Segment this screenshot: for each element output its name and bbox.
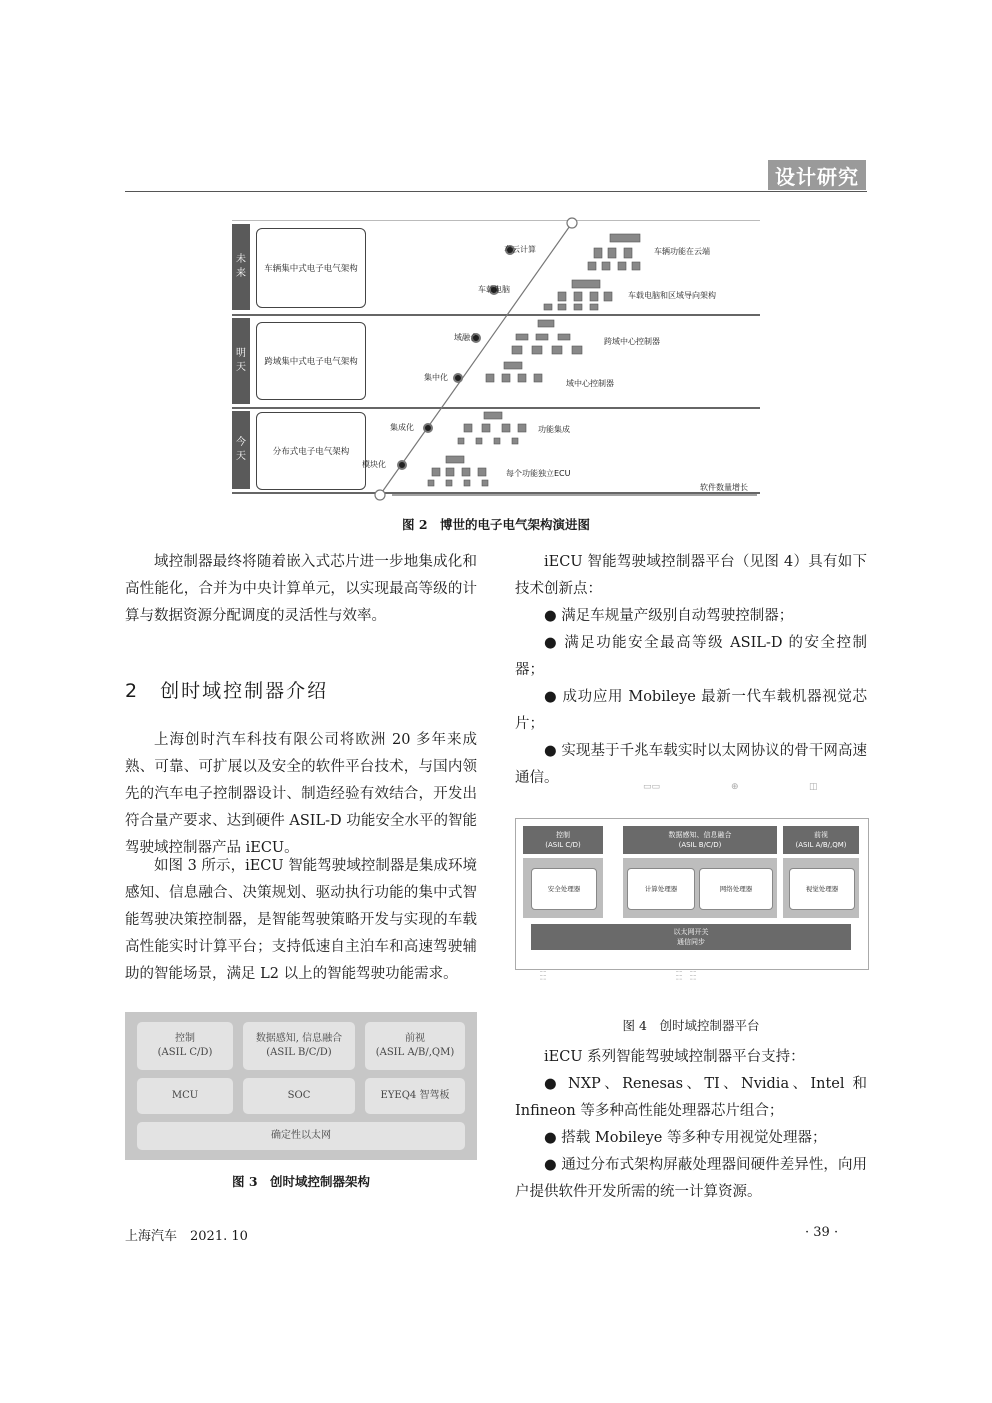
fig4-top-label: ▭▭ [643,782,661,792]
fig2-box-cross-domain: 跨域集中式电子电气架构 [256,322,366,400]
figure-3 [125,1012,477,1160]
bullet-item: ● 满足功能安全最高等级 ASIL-D 的安全控制器； [515,635,867,678]
fig2-desc-function-integration: 功能集成 [538,425,570,434]
figure-2-caption: 图 2 博世的电子电气架构演进图 [401,517,591,532]
fig2-step-integration: 集成化 [390,423,414,432]
bullet-item: ● NXP、Renesas、TI、Nvidia、Intel 和 Infineon 等多种高性能处理器芯片组合； [515,1076,867,1119]
fig3-block-eyeq4: EYEQ4 智驾板 [365,1078,465,1114]
figure-2 [232,212,760,502]
fig4-io-label: ╎╎╎ [539,970,546,981]
fig2-step-modular: 模块化 [362,460,386,469]
fig4-chip-compute: 计算处理器 [627,868,695,910]
fig3-block-front-view: 前视 (ASIL A/B/,QM) [365,1022,465,1070]
section-heading: 2 创时域控制器介绍 [125,680,329,702]
right-column-bottom: iECU 系列智能驾驶域控制器平台支持： ● NXP、Renesas、TI、Nvidia、Intel 和 Infineon 等多种高性能处理器芯片组合； ● 搭载 Mobileye 等多种专用视觉处理器； ● 通过分布式架构屏蔽处理器间硬件差异性，向用户提供软件开发所需的统一计算资源。 [515,1044,867,1206]
fig3-block-mcu: MCU [137,1078,233,1114]
figure-3-caption: 图 3 创时域控制器架构 [231,1174,371,1189]
fig4-chip-safety: 安全处理器 [531,868,597,910]
fig2-desc-cross-domain: 跨域中心控制器 [604,337,660,346]
figure-4-caption: 图 4 创时域控制器平台 [622,1018,760,1033]
header-rule [125,191,867,192]
fig2-band-label-tomorrow: 明 天 [232,318,250,404]
left-para-1: 域控制器最终将随着嵌入式芯片进一步地集成化和高性能化，合并为中央计算单元，以实现最高等级的计算与数据资源分配调度的灵活性与效率。 [125,554,477,624]
fig2-step-cloud: 车云计算 [504,245,536,254]
bullet-item: ● 满足车规量产级别自动驾驶控制器； [544,608,794,624]
fig4-chip-network: 网络处理器 [699,868,773,910]
left-para-3: 如图 3 所示，iECU 智能驾驶域控制器是集成环境感知、信息融合、决策规划、驱动执行功能的集中式智能驾驶决策控制器，是智能驾驶策略开发与实现的车载高性能实时计算平台；支持低速自主泊车和高速驾驶辅助的智能场景，满足 L2 以上的智能驾驶功能需求。 [125,858,477,982]
fig4-io-label: ╎╎╎ [689,970,696,981]
fig3-block-ethernet: 确定性以太网 [137,1122,465,1150]
fig3-block-soc: SOC [243,1078,355,1114]
fig3-block-perception: 数据感知, 信息融合 (ASIL B/C/D) [243,1022,355,1070]
fig4-ethernet-switch: 以太网开关 通信同步 [531,924,851,950]
fig2-box-vehicle-central: 车辆集中式电子电气架构 [256,228,366,308]
fig2-step-domain-fusion: 域融合 [454,333,478,342]
fig2-step-centralization: 集中化 [424,373,448,382]
fig4-header-control: 控制 (ASIL C/D) [523,826,603,854]
fig2-step-onboard-computer: 车载电脑 [478,285,510,294]
fig4-chip-vision: 视觉处理器 [789,868,855,910]
fig2-band-label-future: 未 来 [232,224,250,310]
figure-4 [515,780,867,1002]
footer-page-number: · 39 · [805,1225,839,1240]
fig4-header-perception: 数据感知、信息融合 (ASIL B/C/D) [623,826,777,854]
bullet-item: ● 成功应用 Mobileye 最新一代车载机器视觉芯片； [515,689,867,732]
fig3-block-control: 控制 (ASIL C/D) [137,1022,233,1070]
bullet-item: ● 实现基于千兆车载实时以太网协议的骨干网高速通信。 [515,743,867,786]
fig4-top-label: ◫ [809,782,818,792]
fig2-band-label-today: 今 天 [232,411,250,489]
fig4-header-front-view: 前视 (ASIL A/B/,QM) [783,826,859,854]
right-column-top: iECU 智能驾驶域控制器平台（见图 4）具有如下技术创新点： ● 满足车规量产级别自动驾驶控制器； ● 满足功能安全最高等级 ASIL-D 的安全控制器； ● 成功应用 Mobileye 最新一代车载机器视觉芯片； ● 实现基于千兆车载实时以太网协议的骨干网高速通信。 [515,549,867,792]
section-tag: 设计研究 [768,160,866,190]
bullet-item: ● 搭载 Mobileye 等多种专用视觉处理器； [544,1130,827,1146]
fig4-io-label: ╎╎╎ [675,970,682,981]
footer-journal: 上海汽车 2021. 10 [125,1229,248,1244]
left-para-2: 上海创时汽车科技有限公司将欧洲 20 多年来成熟、可靠、可扩展以及安全的软件平台技术，与国内领先的汽车电子控制器设计、制造经验有效结合，开发出符合量产要求、达到硬件 ASIL-D 功能安全水平的智能驾驶域控制器产品 iECU。 [125,732,477,856]
fig2-desc-domain-center: 域中心控制器 [566,379,614,388]
fig2-desc-cloud: 车辆功能在云端 [654,247,710,256]
fig2-box-distributed: 分布式电子电气架构 [256,412,366,490]
fig2-axis-label: 软件数量增长 [700,483,748,492]
bullet-item: ● 通过分布式架构屏蔽处理器间硬件差异性，向用户提供软件开发所需的统一计算资源。 [515,1157,867,1200]
fig2-desc-independent-ecu: 每个功能独立ECU [506,469,571,478]
fig2-desc-onboard: 车载电脑和区域导向架构 [628,291,716,300]
fig4-top-label: ⊕ [731,782,739,792]
